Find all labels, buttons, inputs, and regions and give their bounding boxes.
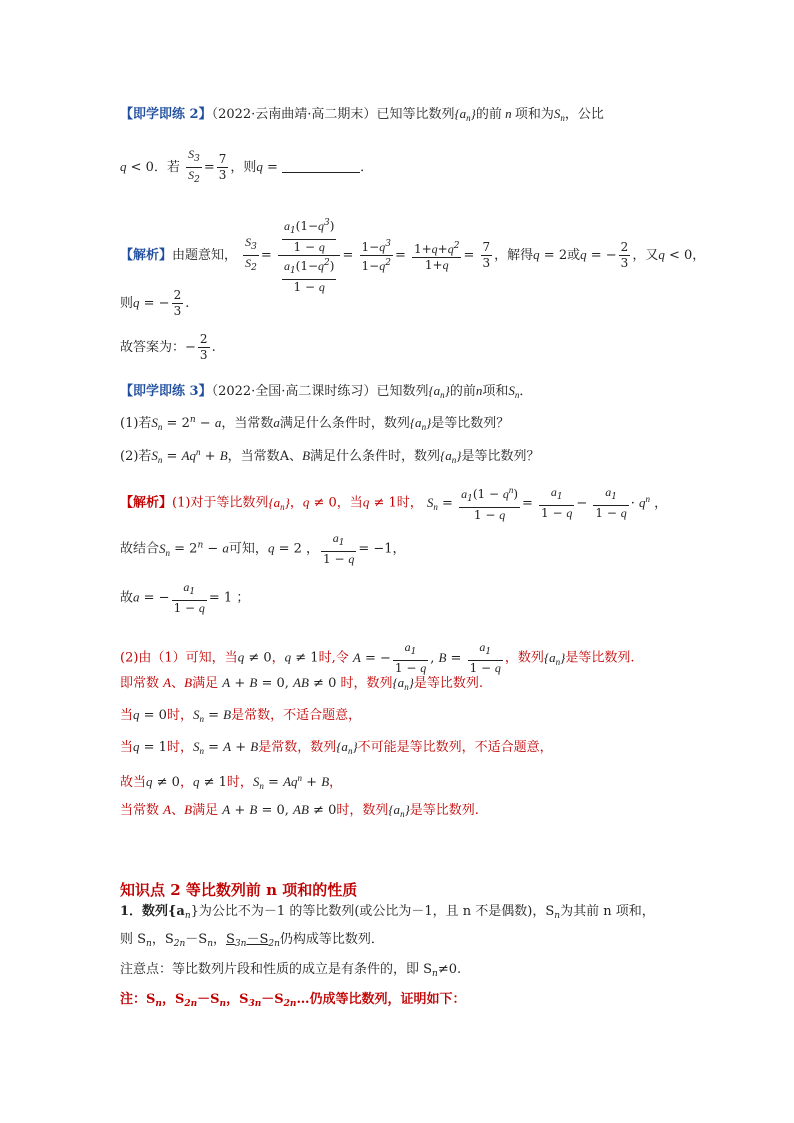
ex3-p5-a: 即常数 — [120, 676, 160, 691]
kp2-note: 注：$S_n$，$S_{2n}-S_n$，$S_{3n}-S_{2n}\dots$仍成等比数列，证明如下： — [120, 992, 466, 1009]
ex3-p8-c: 时， — [226, 775, 253, 790]
kp2-item1-c: 为其前 n 项和， — [560, 904, 655, 919]
ex3-p6-b: 时， — [166, 708, 193, 723]
ex2-source: （2022·云南曲靖·高二期末） — [211, 107, 377, 122]
ex3-p4-c: 时,令 — [318, 650, 349, 666]
ex3-q1-a: (1)若 — [120, 416, 152, 431]
ex3-question-part1: (1)若$S_n = 2^n - a$，当常数a满足什么条件时，数列$\{a_n\}$是等比数列？ — [120, 415, 510, 432]
ex3-q1-d: 是等比数列？ — [431, 416, 510, 431]
ex2-sol-e: ， — [692, 248, 706, 263]
ex3-p9-d: 是等比数列. — [409, 803, 479, 818]
kp2-item2-b: ，S — [151, 932, 174, 947]
kp2-caution: 注意点：等比数列片段和性质的成立是有条件的，即 $S_n\ne 0$. — [120, 962, 462, 979]
kp2-note-a: 注：S — [120, 992, 156, 1007]
ex3-p2-b: 可知， — [228, 541, 268, 557]
kp2-item1-b: }为公比不为－1 的等比数列(或公比为－1，且 n 不是偶数)，S — [190, 904, 555, 919]
ex2-then: 则 — [120, 296, 134, 311]
ex2-stem: 已知等比数列 — [376, 107, 455, 122]
kp2-item2: 则 $S_n$，$S_{2n}-S_n$，$S_{3n}-S_{2n}$仍构成等比数列． — [120, 932, 384, 949]
ex3-q1-c: 满足什么条件时，数列 — [279, 416, 410, 431]
ex3-solution-line3: 故a = − $\frac{a_1}{1 - q}$ = 1 ； — [120, 580, 250, 615]
kp2-note-c: －S — [197, 992, 220, 1007]
ex3-solution-line7: 当q = 1时，$S_n = A + B$是常数，数列$\{a_n\}$不可能是等比数列，不适合题意， — [120, 739, 553, 756]
ex3-p6-c: 是常数，不适合题意， — [231, 708, 362, 723]
ex2-stem-c: 项和为 — [514, 107, 554, 122]
answer-blank — [282, 160, 360, 173]
ex3-stem-a: 已知数列 — [376, 384, 429, 399]
ex3-p9-c: 时，数列 — [336, 803, 389, 818]
ex2-cond-b: ，则 — [230, 160, 257, 175]
ex2-question-line1: 【即学即练 2】（2022·云南曲靖·高二期末）已知等比数列$\{a_n\}$的前 n 项和为$S_n$，公比 — [120, 106, 604, 123]
ex3-solution-line4: (2)由（1）可知，当q ≠ 0，q ≠ 1时,令 A = − $\frac{a_1}{1 - q}$ , B = $\frac{a_1}{1 - q}$ ，数列$\{a_n\}$是等比数列. — [120, 640, 635, 675]
ex3-solution-line9: 当常数 A、B满足 A + B = 0, AB ≠ 0时，数列$\{a_n\}$是等比数列. — [120, 802, 479, 819]
ex3-p8-b: ， — [179, 775, 193, 790]
ex3-p3-b: ； — [236, 590, 250, 606]
ex3-q2-a: (2)若 — [120, 449, 152, 464]
ex3-p7-a: 当 — [120, 740, 134, 755]
ex3-p1-c: 时， — [396, 495, 423, 511]
ex2-solution-line1: 【解析】由题意知， $\frac{S_3}{S_2}$ = $\frac{\frac{a_1(1-q^3)}{1 - q}}{\frac{a_1(1-q^2)}{1 - q}}$ = $\frac{1-q^3}{1-q^2}$ = $\frac{1+q+q^2}{1+q}$ = $\frac{7}{3}$ ，解得q = 2或q = − $\frac{2}{3}$ ，又q < 0， — [120, 218, 706, 294]
kp2-item2-a: 则 S — [120, 932, 147, 947]
kp2-note-e: －S — [261, 992, 284, 1007]
ex3-question-part2: (2)若$S_n = Aq^n + B$，当常数A、B满足什么条件时，数列$\{a_n\}$是等比数列？ — [120, 447, 540, 465]
ex2-sol-b: ，解得 — [494, 248, 534, 263]
ex3-tag: 【即学即练 3】 — [120, 384, 212, 399]
kp2-caution-b: ≠0. — [437, 962, 462, 977]
ex3-q2-d: 是等比数列？ — [461, 449, 540, 464]
ex3-p4-d: ，数列 — [504, 650, 544, 666]
ex2-cond-c: ． — [360, 160, 374, 175]
ex3-jiexi-label: 【解析】 — [120, 495, 173, 511]
ex2-stem-b: 的前 — [475, 107, 502, 122]
kp2-item2-g: 仍构成等比数列． — [279, 932, 384, 947]
ex3-p4-b: ， — [271, 650, 285, 666]
kp2-note-d: ，S — [226, 992, 249, 1007]
kp2-note-b: ，S — [161, 992, 185, 1007]
ex2-answer-label: 故答案为： — [120, 340, 186, 355]
ex3-p2-a: 故结合 — [120, 541, 160, 557]
ex3-p3-a: 故 — [120, 590, 134, 606]
ex2-stem-d: ，公比 — [564, 107, 604, 122]
ex2-jiexi-label: 【解析】 — [120, 248, 173, 263]
ex3-p5-b: 满足 — [192, 676, 219, 691]
ex2-question-line2: q < 0．若 $\frac{S_3}{S_2}$ = $\frac{7}{3}$ ，则q = ． — [120, 147, 374, 185]
kp2-caution-a: 注意点：等比数列片段和性质的成立是有条件的，即 S — [120, 962, 433, 977]
ex3-p4-e: 是等比数列. — [565, 650, 635, 666]
kp2-item2-f: －S — [246, 932, 269, 947]
ex3-solution-line5: 即常数 A、B满足 A + B = 0, AB ≠ 0 时，数列$\{a_n\}$是等比数列. — [120, 675, 484, 692]
kp2-item2-d: ， — [212, 932, 226, 947]
ex3-stem-c: 项和 — [482, 384, 509, 399]
ex3-p5-c: 时，数列 — [340, 676, 393, 691]
kp2-item2-e: S — [226, 932, 235, 947]
ex3-p5-d: 是等比数列. — [413, 676, 484, 691]
ex3-p4-a: (2)由（1）可知，当 — [120, 650, 238, 666]
ex3-source: （2022·全国·高二课时练习） — [211, 384, 377, 399]
ex2-answer-line: 故答案为：− $\frac{2}{3}$ . — [120, 332, 216, 362]
ex2-sol-d: ，又 — [632, 248, 659, 263]
ex3-p6-a: 当 — [120, 708, 134, 723]
ex3-p9-a: 当常数 — [120, 803, 160, 818]
ex3-solution-line8: 故当q ≠ 0，q ≠ 1时，$S_n = Aq^n + B$， — [120, 773, 343, 791]
ex2-cond-a: ．若 — [153, 160, 180, 175]
ex2-sol-a: 由题意知， — [172, 248, 238, 263]
ex2-solution-line2: 则q = − $\frac{2}{3}$ . — [120, 288, 190, 318]
ex3-q2-c: 满足什么条件时，数列 — [310, 449, 441, 464]
ex3-q1-b: ，当常数 — [221, 416, 274, 431]
ex2-sol-c: 或 — [567, 248, 581, 263]
ex3-q2-b: ，当常数 — [227, 449, 280, 464]
kp2-item1: 1．数列$\{a_n\}$为公比不为－1 的等比数列(或公比为－1，且 n 不是偶数)，$S_n$为其前 n 项和， — [120, 904, 655, 921]
ex3-solution-line6: 当q = 0时，$S_n = B$是常数，不适合题意， — [120, 707, 362, 724]
ex3-p7-c: 是常数，数列 — [258, 740, 337, 755]
kp2-item1-a: 1．数列{a — [120, 904, 185, 919]
ex3-p1-b: ，当 — [336, 495, 363, 511]
knowledge-point-title: 知识点 2 等比数列前 n 项和的性质 — [120, 881, 358, 899]
ex3-question-line1: 【即学即练 3】（2022·全国·高二课时练习）已知数列$\{a_n\}$的前n项和$S_n$． — [120, 383, 533, 400]
ex3-p8-a: 故当 — [120, 775, 147, 790]
ex3-p1-a: (1)对于等比数列 — [172, 495, 269, 511]
ex3-p9-b: 满足 — [192, 803, 219, 818]
ex3-solution-line2: 故结合$S_n = 2^n - a$可知，q = 2 ， $\frac{a_1}{1 - q}$ = −1， — [120, 531, 406, 566]
kp2-note-f: …仍成等比数列，证明如下： — [296, 992, 466, 1007]
ex3-p7-d: 不可能是等比数列，不适合题意， — [357, 740, 553, 755]
kp2-item2-c: －S — [185, 932, 208, 947]
ex2-tag: 【即学即练 2】 — [120, 107, 212, 122]
ex3-p7-b: 时， — [166, 740, 193, 755]
ex3-solution-line1: 【解析】(1)对于等比数列$\{a_n\}$，q ≠ 0，当q ≠ 1时， $S_n$ = $\frac{a_1(1 - q^n)}{1 - q}$ = $\frac{a_1}{1 - q}$ − $\frac{a_1}{1 - q}$ · $q^n$ ， — [120, 485, 668, 522]
ex3-stem-b: 的前 — [449, 384, 476, 399]
